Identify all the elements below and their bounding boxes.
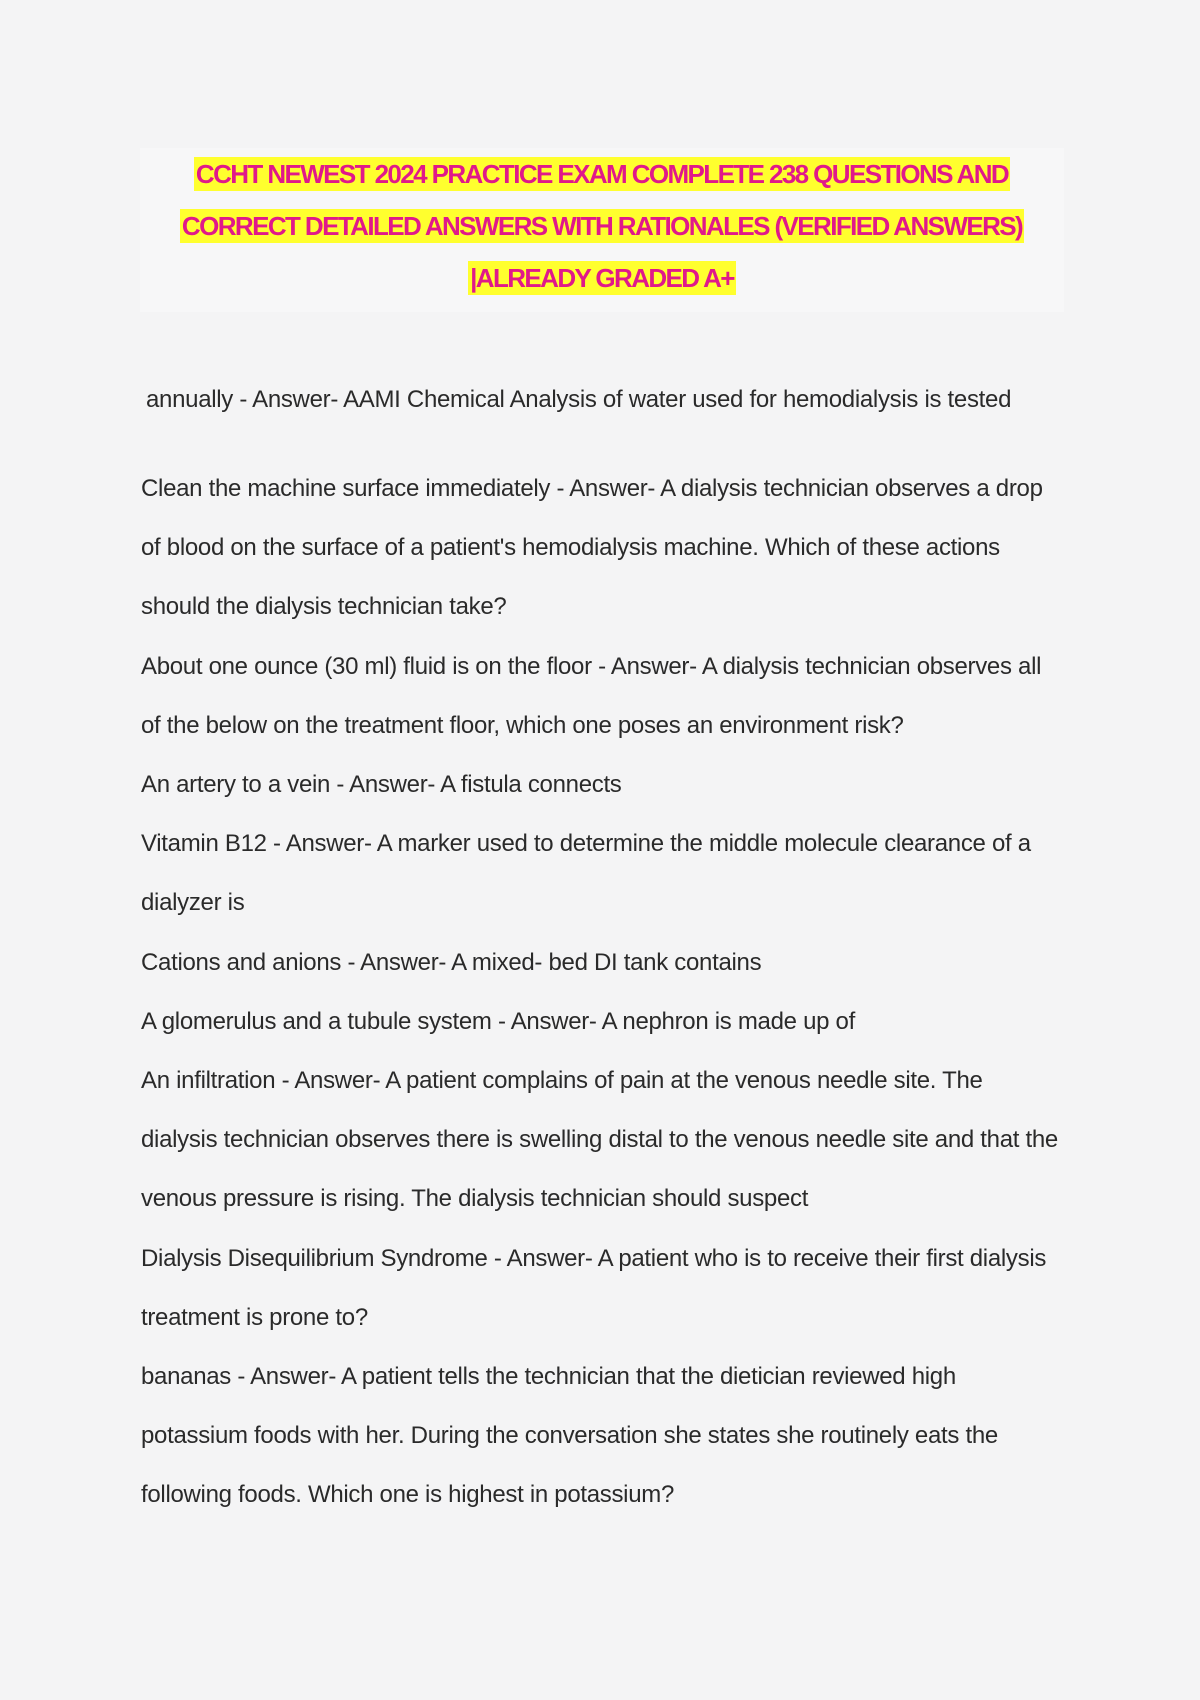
document-title: CCHT NEWEST 2024 PRACTICE EXAM COMPLETE 238 QUESTIONS AND CORRECT DETAILED ANSWERS WITH RATIONALES (VERIFIED ANSWERS) |ALREADY GRADED A+ [181,159,1023,293]
list-item: A glomerulus and a tubule system - Answer- A nephron is made up of [141,1007,855,1035]
list-item: bananas - Answer- A patient tells the technician that the dietician reviewed high potassium foods with her. During the conversation she states she routinely eats the following foods. Which one is highest in potassium? [141,1363,998,1509]
list-item: About one ounce (30 ml) fluid is on the floor - Answer- A dialysis technician observes all of the below on the treatment floor, which one poses an environment risk? [141,652,1042,739]
list-item: Cations and anions - Answer- A mixed- bed DI tank contains [141,948,762,976]
list-item: An infiltration - Answer- A patient complains of pain at the venous needle site. The dialysis technician observes there is swelling distal to the venous needle site and that the venous pressure is rising. The dialysis technician should suspect [141,1067,1058,1213]
title-box [140,148,1064,312]
list-item: Clean the machine surface immediately - Answer- A dialysis technician observes a drop of blood on the surface of a patient's hemodialysis machine. Which of these actions should the dialysis technician take? [141,475,1043,621]
entries-list [141,459,1061,1525]
list-item: Vitamin B12 - Answer- A marker used to determine the middle molecule clearance of a dialyzer is [141,830,1031,917]
first-entry: annually - Answer- AAMI Chemical Analysis of water used for hemodialysis is tested [146,386,1012,413]
list-item: Dialysis Disequilibrium Syndrome - Answer- A patient who is to receive their first dialysis treatment is prone to? [141,1244,1047,1331]
list-item: An artery to a vein - Answer- A fistula connects [141,771,622,799]
